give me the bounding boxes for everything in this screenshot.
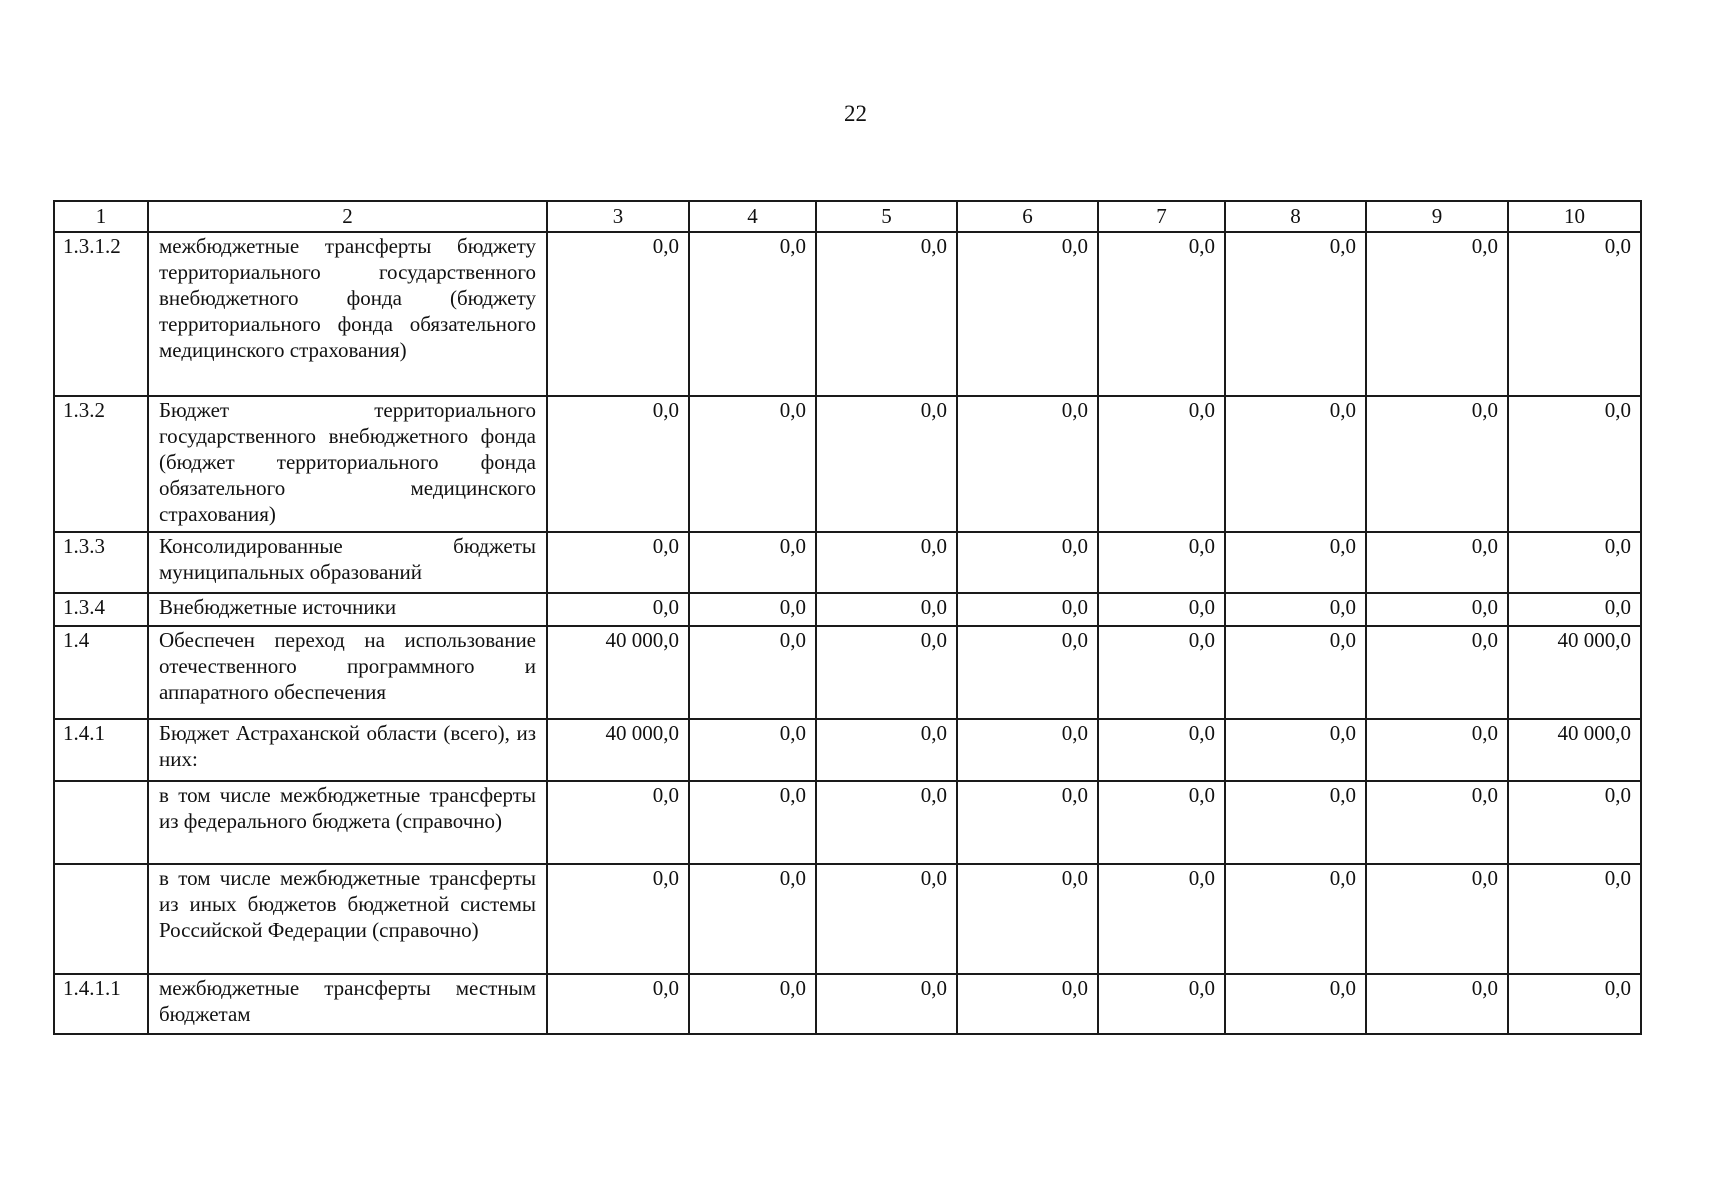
value-cell: 0,0 [1508,864,1641,974]
row-code: 1.3.3 [54,532,148,593]
value-cell: 0,0 [547,532,689,593]
value-cell: 0,0 [957,864,1098,974]
value-cell: 0,0 [1366,719,1508,781]
row-description: Внебюджетные источники [148,593,547,626]
value-cell: 0,0 [689,974,816,1034]
value-cell: 0,0 [547,593,689,626]
value-cell: 0,0 [1225,719,1366,781]
value-cell: 0,0 [547,396,689,532]
value-cell: 0,0 [1225,864,1366,974]
value-cell: 0,0 [1225,232,1366,396]
row-code: 1.4 [54,626,148,719]
value-cell: 0,0 [957,974,1098,1034]
row-code: 1.3.2 [54,396,148,532]
row-description: Консолидированные бюджеты муниципальных образований [148,532,547,593]
value-cell: 0,0 [957,232,1098,396]
table-header-row [54,201,1641,232]
row-description: в том числе межбюджетные трансферты из иных бюджетов бюджетной системы Российской Федерации (справочно) [148,864,547,974]
table-row [54,532,1641,593]
column-number-10: 10 [1508,201,1641,232]
value-cell: 0,0 [1098,719,1225,781]
budget-table [53,200,1642,1035]
column-number-9: 9 [1366,201,1508,232]
column-number-6: 6 [957,201,1098,232]
value-cell: 40 000,0 [1508,626,1641,719]
row-description: межбюджетные трансферты бюджету территориального государственного внебюджетного фонда (бюджету территориального фонда обязательного медицинского страхования) [148,232,547,396]
value-cell: 0,0 [816,232,957,396]
value-cell: 0,0 [689,532,816,593]
value-cell: 0,0 [547,781,689,864]
row-code: 1.3.4 [54,593,148,626]
value-cell: 40 000,0 [547,719,689,781]
value-cell: 0,0 [1508,232,1641,396]
row-code [54,781,148,864]
value-cell: 0,0 [1508,396,1641,532]
value-cell: 0,0 [689,864,816,974]
value-cell: 0,0 [957,719,1098,781]
value-cell: 0,0 [957,626,1098,719]
value-cell: 0,0 [957,532,1098,593]
table-row [54,974,1641,1034]
value-cell: 0,0 [1098,532,1225,593]
table-row [54,232,1641,396]
value-cell: 0,0 [1508,974,1641,1034]
value-cell: 40 000,0 [547,626,689,719]
value-cell: 0,0 [689,232,816,396]
value-cell: 0,0 [816,974,957,1034]
table-row [54,719,1641,781]
table-row [54,626,1641,719]
value-cell: 0,0 [689,396,816,532]
column-number-4: 4 [689,201,816,232]
value-cell: 0,0 [1508,781,1641,864]
value-cell: 0,0 [957,593,1098,626]
table-row [54,781,1641,864]
row-description: Бюджет Астраханской области (всего), из них: [148,719,547,781]
value-cell: 0,0 [1225,593,1366,626]
value-cell: 0,0 [1098,781,1225,864]
value-cell: 0,0 [1098,626,1225,719]
value-cell: 0,0 [1225,626,1366,719]
value-cell: 0,0 [816,396,957,532]
table-row [54,593,1641,626]
value-cell: 0,0 [816,719,957,781]
column-number-2: 2 [148,201,547,232]
value-cell: 0,0 [816,781,957,864]
value-cell: 0,0 [816,864,957,974]
column-number-3: 3 [547,201,689,232]
value-cell: 0,0 [1366,232,1508,396]
column-number-5: 5 [816,201,957,232]
value-cell: 0,0 [547,974,689,1034]
value-cell: 0,0 [816,593,957,626]
value-cell: 0,0 [1098,974,1225,1034]
row-code: 1.4.1.1 [54,974,148,1034]
value-cell: 0,0 [689,781,816,864]
value-cell: 0,0 [1366,593,1508,626]
row-code: 1.4.1 [54,719,148,781]
row-code [54,864,148,974]
value-cell: 0,0 [1508,593,1641,626]
value-cell: 0,0 [1098,396,1225,532]
value-cell: 40 000,0 [1508,719,1641,781]
value-cell: 0,0 [1366,781,1508,864]
value-cell: 0,0 [1098,864,1225,974]
table-row [54,864,1641,974]
value-cell: 0,0 [1366,532,1508,593]
row-description: межбюджетные трансферты местным бюджетам [148,974,547,1034]
page-number: 22 [844,101,867,126]
value-cell: 0,0 [547,864,689,974]
row-code: 1.3.1.2 [54,232,148,396]
value-cell: 0,0 [1366,974,1508,1034]
value-cell: 0,0 [957,781,1098,864]
value-cell: 0,0 [1366,864,1508,974]
column-number-1: 1 [54,201,148,232]
column-number-7: 7 [1098,201,1225,232]
value-cell: 0,0 [1366,396,1508,532]
value-cell: 0,0 [816,626,957,719]
value-cell: 0,0 [1508,532,1641,593]
value-cell: 0,0 [689,593,816,626]
value-cell: 0,0 [957,396,1098,532]
table-row [54,396,1641,532]
row-description: Обеспечен переход на использование отечественного программного и аппаратного обеспечения [148,626,547,719]
value-cell: 0,0 [1225,532,1366,593]
row-description: в том числе межбюджетные трансферты из федерального бюджета (справочно) [148,781,547,864]
value-cell: 0,0 [689,719,816,781]
value-cell: 0,0 [816,532,957,593]
value-cell: 0,0 [1098,593,1225,626]
column-number-8: 8 [1225,201,1366,232]
value-cell: 0,0 [1366,626,1508,719]
value-cell: 0,0 [1098,232,1225,396]
value-cell: 0,0 [1225,781,1366,864]
value-cell: 0,0 [1225,396,1366,532]
row-description: Бюджет территориального государственного внебюджетного фонда (бюджет территориального фонда обязательного медицинского страхования) [148,396,547,532]
value-cell: 0,0 [689,626,816,719]
value-cell: 0,0 [1225,974,1366,1034]
value-cell: 0,0 [547,232,689,396]
